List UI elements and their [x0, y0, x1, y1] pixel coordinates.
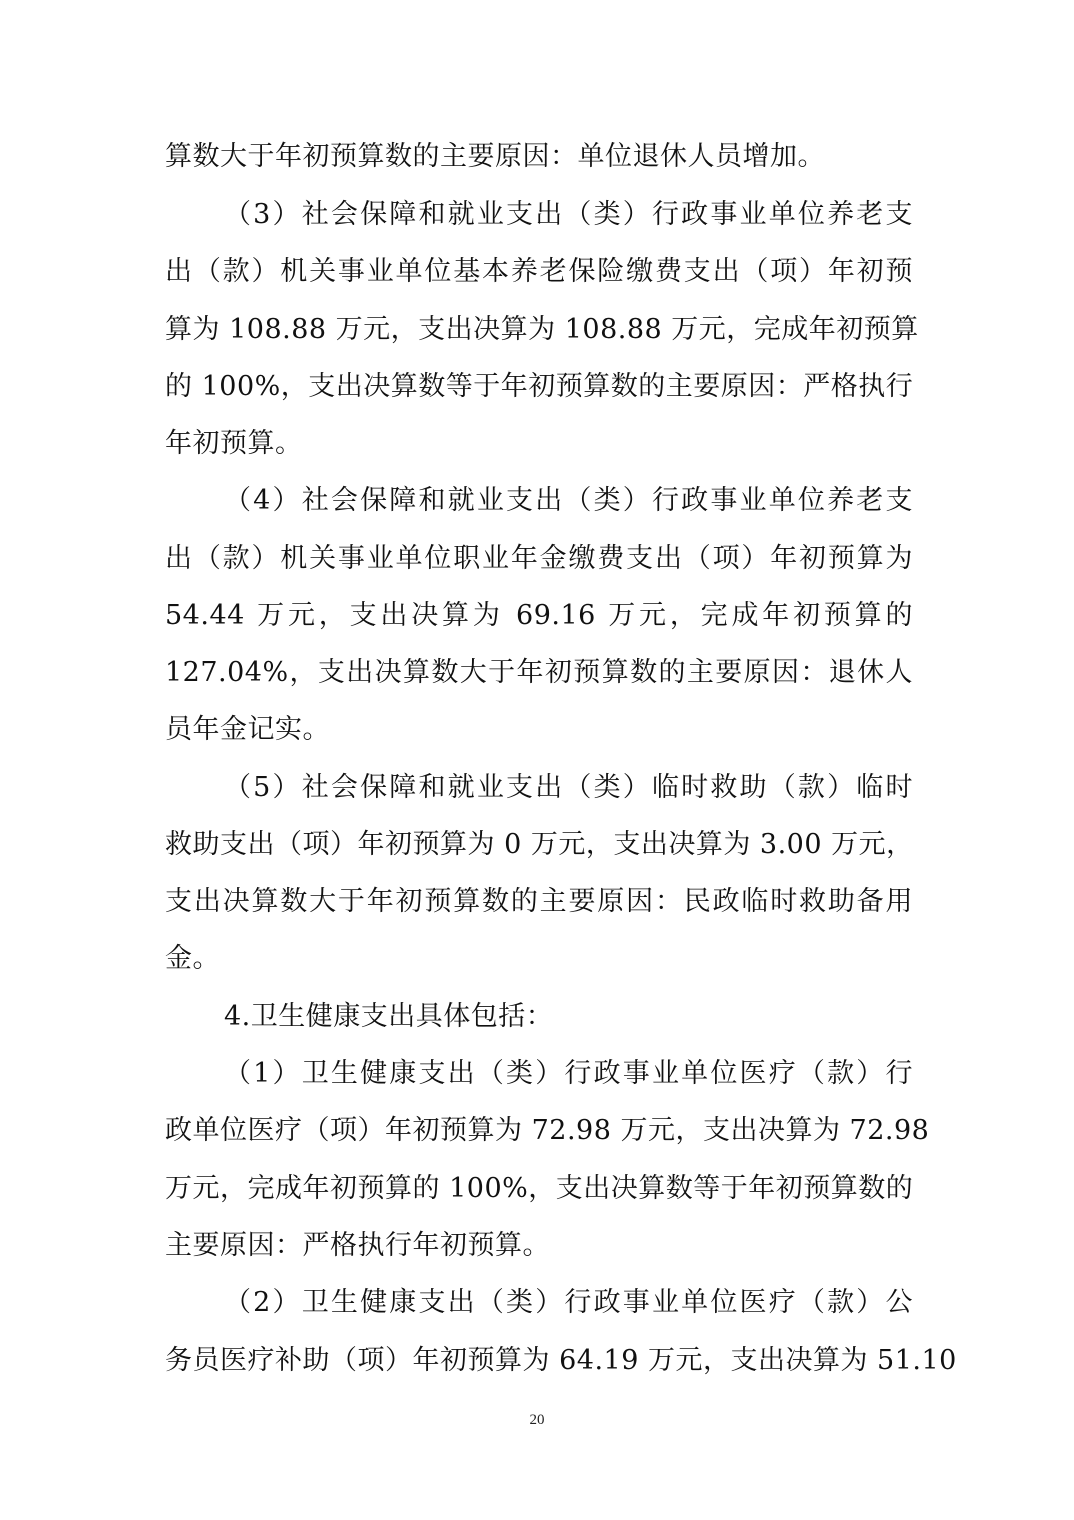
text-line: 127.04%，支出决算数大于年初预算数的主要原因：退休人 [165, 657, 913, 688]
section-heading: 4.卫生健康支出具体包括： [224, 1001, 554, 1032]
text-line: 年初预算。 [165, 428, 303, 459]
text-line: 务员医疗补助（项）年初预算为 64.19 万元，支出决算为 51.10 [165, 1345, 957, 1376]
page-number: 20 [529, 1412, 545, 1428]
text-line: 的 100%，支出决算数等于年初预算数的主要原因：严格执行 [165, 371, 914, 402]
text-line: （5）社会保障和就业支出（类）临时救助（款）临时 [224, 772, 913, 803]
text-line: 万元，完成年初预算的 100%，支出决算数等于年初预算数的 [165, 1173, 914, 1204]
text-line: 出（款）机关事业单位基本养老保险缴费支出（项）年初预 [165, 256, 913, 287]
text-line: 员年金记实。 [165, 714, 330, 745]
text-line: 54.44 万元，支出决算为 69.16 万元，完成年初预算的 [165, 600, 913, 631]
text-line: 出（款）机关事业单位职业年金缴费支出（项）年初预算为 [165, 543, 913, 574]
text-line: 算数大于年初预算数的主要原因：单位退休人员增加。 [165, 141, 825, 172]
text-line: （3）社会保障和就业支出（类）行政事业单位养老支 [224, 199, 913, 230]
text-line: 主要原因：严格执行年初预算。 [165, 1230, 550, 1261]
text-line: 金。 [165, 943, 220, 974]
text-line: （1）卫生健康支出（类）行政事业单位医疗（款）行 [224, 1058, 913, 1089]
text-line: 救助支出（项）年初预算为 0 万元，支出决算为 3.00 万元， [165, 829, 914, 860]
text-line: （4）社会保障和就业支出（类）行政事业单位养老支 [224, 485, 913, 516]
text-line: 政单位医疗（项）年初预算为 72.98 万元，支出决算为 72.98 [165, 1115, 930, 1146]
text-line: 支出决算数大于年初预算数的主要原因：民政临时救助备用 [165, 886, 913, 917]
text-line: （2）卫生健康支出（类）行政事业单位医疗（款）公 [224, 1287, 913, 1318]
text-line: 算为 108.88 万元，支出决算为 108.88 万元，完成年初预算 [165, 314, 919, 345]
